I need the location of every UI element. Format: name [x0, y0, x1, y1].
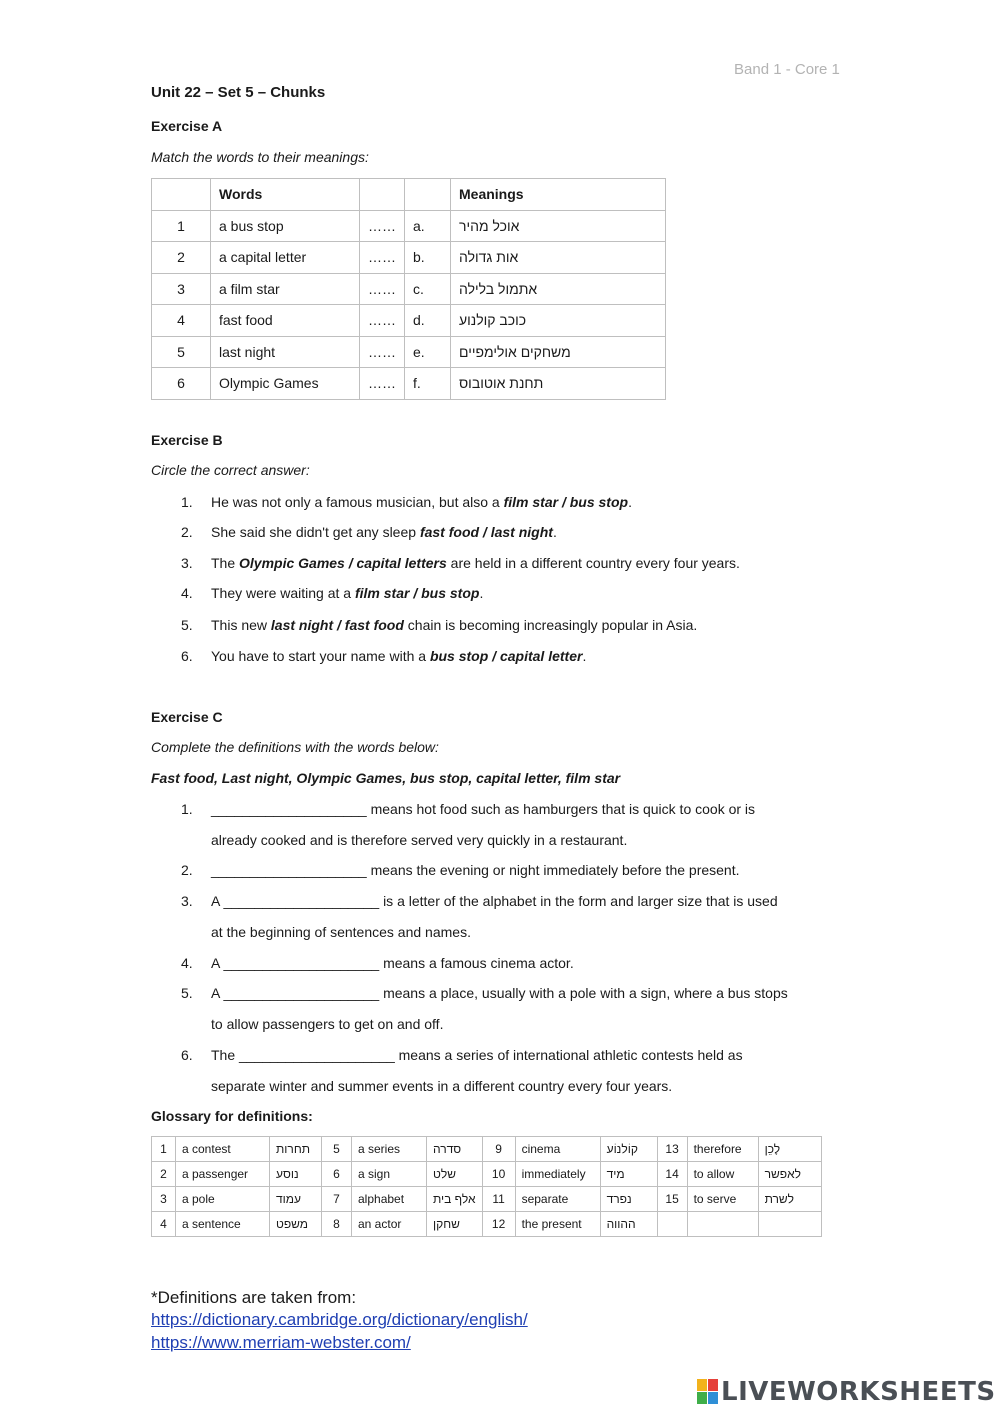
list-item: 2. ____________________ means the evening or night immediately before the present.	[181, 862, 740, 878]
table-row: 3 a pole עמוד 7 alphabet אלף בית 11 separate נפרד 15 to serve לשרת	[152, 1187, 822, 1212]
logo-icon	[697, 1379, 719, 1405]
list-item: 5. A ____________________ means a place, usually with a pole with a sign, where a bus stops	[181, 985, 788, 1001]
meaning-letter: d.	[405, 305, 451, 337]
answer-blank[interactable]: ……	[360, 273, 405, 305]
sources-note: *Definitions are taken from:	[151, 1288, 357, 1307]
exercise-b-instruction: Circle the correct answer:	[151, 462, 310, 478]
definition-text[interactable]: A ____________________ is a letter of the alphabet in the form and larger size that is used	[211, 893, 778, 909]
list-item: 6. The ____________________ means a series of international athletic contests held as	[181, 1047, 743, 1063]
word-cell: last night	[211, 336, 360, 368]
answer-choice[interactable]: last night / fast food	[270, 617, 404, 633]
words-header: Words	[211, 179, 360, 211]
row-number: 3	[152, 273, 211, 305]
answer-blank[interactable]: ……	[360, 305, 405, 337]
meaning-cell: משחקים אולימפיים	[451, 336, 666, 368]
list-item: 1. ____________________ means hot food such as hamburgers that is quick to cook or is	[181, 801, 756, 817]
answer-blank[interactable]: ……	[360, 210, 405, 242]
definition-continuation: separate winter and summer events in a different country every four years.	[211, 1078, 673, 1094]
answer-choice[interactable]: Olympic Games / capital letters	[239, 555, 447, 571]
list-item: 3. The Olympic Games / capital letters are held in a different country every four years.	[181, 555, 740, 571]
answer-choice[interactable]: bus stop / capital letter	[429, 648, 583, 664]
cambridge-link[interactable]: https://dictionary.cambridge.org/dictionary/english/	[151, 1310, 528, 1329]
meaning-cell: אות גדולה	[451, 242, 666, 274]
definition-text[interactable]: The ____________________ means a series of international athletic contests held as	[211, 1047, 743, 1063]
answer-choice[interactable]: fast food / last night	[419, 524, 553, 540]
definition-continuation: to allow passengers to get on and off.	[211, 1016, 444, 1032]
meaning-cell: כוכב קולנוע	[451, 305, 666, 337]
table-row	[152, 242, 666, 274]
answer-blank[interactable]: ……	[360, 368, 405, 400]
meaning-letter: b.	[405, 242, 451, 274]
list-item: 3. A ____________________ is a letter of the alphabet in the form and larger size that is used	[181, 893, 778, 909]
list-item: 4. They were waiting at a film star / bus stop.	[181, 585, 484, 601]
row-number: 1	[152, 210, 211, 242]
liveworksheets-logo	[697, 1376, 996, 1408]
meaning-letter: a.	[405, 210, 451, 242]
list-item: 5. This new last night / fast food chain is becoming increasingly popular in Asia.	[181, 617, 698, 633]
definition-continuation: at the beginning of sentences and names.	[211, 924, 471, 940]
table-row	[152, 336, 666, 368]
meanings-header: Meanings	[451, 179, 666, 211]
list-item: 1. He was not only a famous musician, but also a film star / bus stop.	[181, 494, 632, 510]
exercise-b-heading: Exercise B	[151, 432, 223, 448]
definition-continuation: already cooked and is therefore served very quickly in a restaurant.	[211, 832, 628, 848]
table-row	[152, 210, 666, 242]
exercise-c-heading: Exercise C	[151, 709, 223, 725]
definition-text[interactable]: ____________________ means the evening or night immediately before the present.	[211, 862, 740, 878]
logo-text: LIVEWORKSHEETS	[721, 1377, 996, 1407]
page-title: Unit 22 – Set 5 – Chunks	[151, 84, 326, 101]
exercise-c-instruction: Complete the definitions with the words below:	[151, 739, 439, 755]
answer-choice[interactable]: film star / bus stop	[503, 494, 629, 510]
meaning-cell: אוכל מהיר	[451, 210, 666, 242]
exercise-a-heading: Exercise A	[151, 118, 223, 134]
table-header-row	[152, 179, 666, 211]
table-row	[152, 273, 666, 305]
list-item: 6. You have to start your name with a bus stop / capital letter.	[181, 648, 587, 664]
merriam-webster-link[interactable]: https://www.merriam-webster.com/	[151, 1333, 411, 1352]
row-number: 4	[152, 305, 211, 337]
glossary-table	[151, 1136, 822, 1237]
definition-text[interactable]: A ____________________ means a place, usually with a pole with a sign, where a bus stops	[211, 985, 788, 1001]
meaning-letter: c.	[405, 273, 451, 305]
answer-blank[interactable]: ……	[360, 242, 405, 274]
answer-choice[interactable]: film star / bus stop	[354, 585, 480, 601]
definition-text[interactable]: ____________________ means hot food such as hamburgers that is quick to cook or is	[211, 801, 756, 817]
word-cell: Olympic Games	[211, 368, 360, 400]
matching-table	[151, 178, 666, 400]
row-number: 6	[152, 368, 211, 400]
meaning-letter: f.	[405, 368, 451, 400]
glossary-heading: Glossary for definitions:	[151, 1108, 313, 1124]
word-cell: a bus stop	[211, 210, 360, 242]
table-row: 4 a sentence משפט 8 an actor שחקן 12 the present ההווה	[152, 1212, 822, 1237]
row-number: 2	[152, 242, 211, 274]
definition-text[interactable]: A ____________________ means a famous cinema actor.	[211, 955, 574, 971]
exercise-a-instruction: Match the words to their meanings:	[151, 149, 369, 165]
word-cell: fast food	[211, 305, 360, 337]
table-row	[152, 368, 666, 400]
meaning-letter: e.	[405, 336, 451, 368]
answer-blank[interactable]: ……	[360, 336, 405, 368]
meaning-cell: אתמול בלילה	[451, 273, 666, 305]
band-label: Band 1 - Core 1	[734, 61, 840, 78]
word-bank: Fast food, Last night, Olympic Games, bus stop, capital letter, film star	[151, 770, 621, 786]
table-row: 2 a passenger נוסע 6 a sign שלט 10 immediately מיד 14 to allow לאפשר	[152, 1162, 822, 1187]
list-item: 4. A ____________________ means a famous cinema actor.	[181, 955, 574, 971]
row-number: 5	[152, 336, 211, 368]
meaning-cell: תחנת אוטובוס	[451, 368, 666, 400]
list-item: 2. She said she didn't get any sleep fast food / last night.	[181, 524, 557, 540]
table-row: 1 a contest תחרות 5 a series סדרה 9 cinema קוֹלנוֹע 13 therefore לָכֵן	[152, 1137, 822, 1162]
word-cell: a capital letter	[211, 242, 360, 274]
word-cell: a film star	[211, 273, 360, 305]
table-row	[152, 305, 666, 337]
